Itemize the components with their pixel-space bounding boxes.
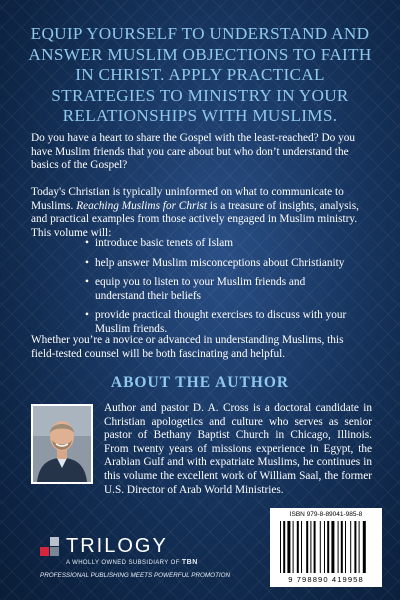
summary-paragraph [31, 186, 369, 240]
feature-item: • introduce basic tenets of Islam [85, 237, 355, 251]
barcode-digits: 9 798890 419958 [288, 575, 364, 584]
isbn-barcode-box [270, 508, 382, 587]
subsidiary-text: A WHOLLY OWNED SUBSIDIARY OF [66, 560, 180, 566]
feature-item: • help answer Muslim misconceptions about Christianity [85, 257, 355, 271]
author-portrait-icon [33, 406, 91, 482]
subsidiary-line [66, 559, 198, 566]
author-photo [31, 404, 93, 484]
about-author-heading: ABOUT THE AUTHOR [110, 374, 290, 391]
feature-item: • equip you to listen to your Muslim friends and understand their beliefs [85, 276, 355, 303]
author-bio: Author and pastor D. A. Cross is a doctoral candidate in Christian apologetics and culture who serves as senior pastor of Bethany Baptist Church in Chicago, Illinois. From twenty years of missions experience in Egypt, the Arabian Gulf and with expatriate Muslims, he continues in this volume the excellent work of William Saal, the former U.S. Director of Arab World Ministries. [104, 402, 372, 496]
isbn-label: ISBN 979-8-89041-985-8 [289, 511, 363, 518]
feature-list [85, 237, 355, 343]
book-title-italic: Reaching Muslims for Christ [76, 199, 208, 212]
publisher-tagline: PROFESSIONAL PUBLISHING MEETS POWERFUL PROMOTION [40, 572, 231, 579]
summary-text-before: Today's Christian is typically uninformed on what to communicate to Muslims. [31, 186, 344, 212]
feature-item: • provide practical thought exercises to discuss with your Muslim friends. [85, 309, 355, 336]
parent-company: TBN [181, 559, 198, 566]
headline: EQUIP YOURSELF TO UNDERSTAND AND ANSWER MUSLIM OBJECTIONS TO FAITH IN CHRIST. APPLY PRACTICAL STRATEGIES TO MINISTRY IN YOUR RELATIONSHIPS WITH MUSLIMS. [28, 24, 372, 125]
barcode-icon [278, 521, 374, 573]
trilogy-square-logo-icon [40, 537, 60, 557]
intro-paragraph: Do you have a heart to share the Gospel with the least-reached? Do you have Muslim friends that you care about but who don’t understand the basics of the Gospel? [31, 132, 356, 172]
publisher-name: TRILOGY [66, 535, 168, 557]
closing-paragraph: Whether you’re a novice or advanced in understanding Muslims, this field-tested counsel will be both fascinating and helpful. [31, 334, 344, 360]
summary-text-after: is a treasure of insights, analysis, and practical examples from those actively engaged in Muslim ministry. This volume will: [31, 199, 359, 239]
